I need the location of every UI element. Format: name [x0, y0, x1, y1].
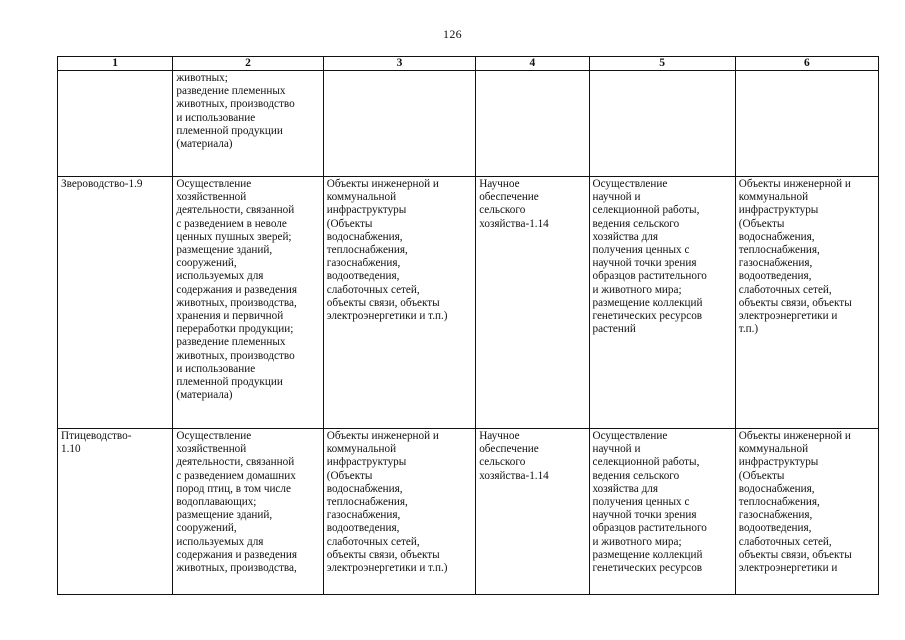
- table-cell: [173, 177, 323, 429]
- table-cell: [58, 177, 173, 429]
- cell-text: Объекты инженерной и коммунальной инфраструктуры (Объекты водоснабжения, теплоснабжения, газоснабжения, водоотведения, слаботочных сетей, объекты связи, объекты электроэнергетики и: [738, 430, 852, 575]
- column-header-4: 4: [476, 57, 589, 71]
- table-cell: [323, 177, 475, 429]
- column-header-1: 1: [58, 57, 173, 71]
- table-row-continuation: [58, 71, 879, 177]
- table-cell: [735, 177, 878, 429]
- table-cell: [476, 429, 589, 595]
- cell-text: Научное обеспечение сельского хозяйства-1.14: [479, 430, 549, 482]
- column-header-5: 5: [589, 57, 735, 71]
- table-cell: [589, 71, 735, 177]
- column-header-6: 6: [735, 57, 878, 71]
- land-use-code: Звероводство-1.9: [61, 178, 143, 190]
- table-cell: [476, 177, 589, 429]
- cell-text: Объекты инженерной и коммунальной инфраструктуры (Объекты водоснабжения, теплоснабжения, газоснабжения, водоотведения, слаботочных сетей, объекты связи, объекты электроэнергетики и т.п.): [738, 178, 852, 336]
- table-cell: [323, 71, 475, 177]
- cell-text: Объекты инженерной и коммунальной инфраструктуры (Объекты водоснабжения, теплоснабжения, газоснабжения, водоотведения, слаботочных сетей, объекты связи, объекты электроэнергетики и т.п.): [326, 178, 448, 323]
- table-cell: [589, 429, 735, 595]
- table-cell: [58, 71, 173, 177]
- cell-text: Осуществление хозяйственной деятельности, связанной с разведением в неволе ценных пушных зверей; размещение зданий, сооружений, используемых для содержания и разведения животных, производства, хранения и первичной переработки продукции; разведение племенных животных, производство и использование племенной продукции (материала): [176, 178, 298, 402]
- table-row-poultry-farming: [58, 429, 879, 595]
- column-header-2: 2: [173, 57, 323, 71]
- page-number: 126: [443, 27, 462, 41]
- table-row-fur-farming: [58, 177, 879, 429]
- cell-text: Научное обеспечение сельского хозяйства-1.14: [479, 178, 549, 230]
- table-cell: [323, 429, 475, 595]
- table-cell: [735, 71, 878, 177]
- table-cell: [476, 71, 589, 177]
- table-cell: [173, 429, 323, 595]
- column-header-3: 3: [323, 57, 475, 71]
- cell-text: Осуществление научной и селекционной работы, ведения сельского хозяйства для получения ценных с научной точки зрения образцов растительного и животного мира; размещение коллекций генетических ресурсов: [592, 430, 707, 575]
- cell-text: Осуществление хозяйственной деятельности, связанной с разведением домашних пород птиц, в том числе водоплавающих; размещение зданий, сооружений, используемых для содержания и разведения животных, производства,: [176, 430, 298, 575]
- table-cell: [173, 71, 323, 177]
- cell-text: Объекты инженерной и коммунальной инфраструктуры (Объекты водоснабжения, теплоснабжения, газоснабжения, водоотведения, слаботочных сетей, объекты связи, объекты электроэнергетики и т.п.): [326, 430, 448, 575]
- cell-text: Осуществление научной и селекционной работы, ведения сельского хозяйства для получения ценных с научной точки зрения образцов растительного и животного мира; размещение коллекций генетических ресурсов растений: [592, 178, 707, 336]
- table-cell: [58, 429, 173, 595]
- table-header-row: [58, 57, 879, 71]
- land-use-code: Птицеводство- 1.10: [61, 430, 132, 456]
- table-cell: [735, 429, 878, 595]
- land-use-table: [57, 56, 879, 595]
- cell-text: животных; разведение племенных животных, производство и использование племенной продукции (материала): [176, 72, 295, 151]
- table-cell: [589, 177, 735, 429]
